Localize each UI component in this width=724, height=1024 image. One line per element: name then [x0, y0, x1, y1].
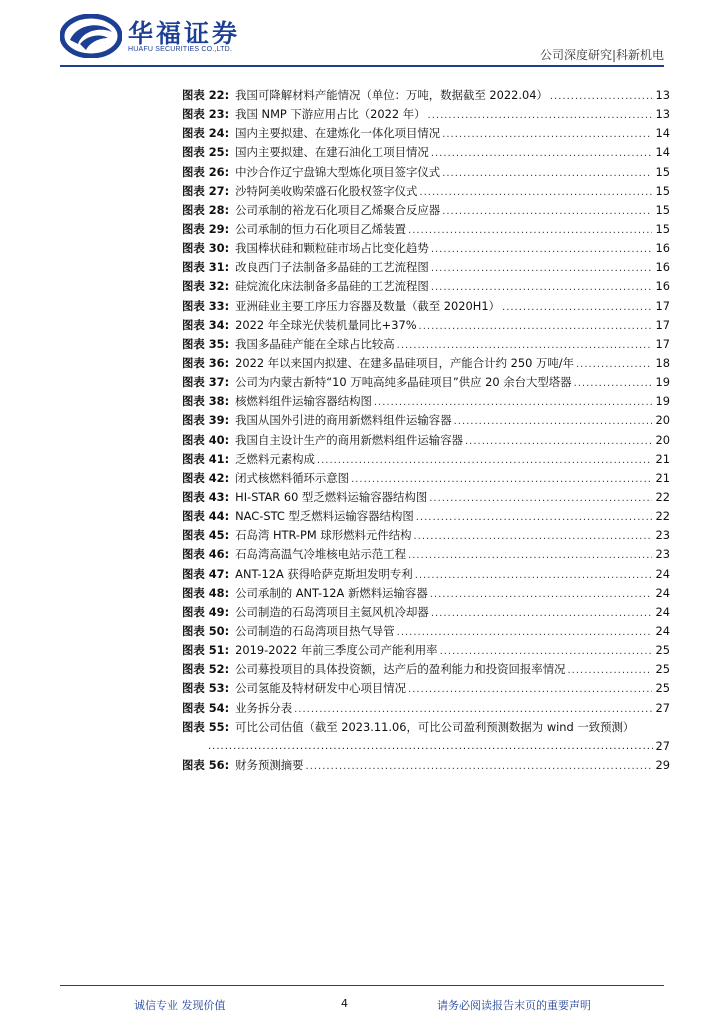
- toc-entry-page: 14: [655, 126, 670, 141]
- toc-dot-leader: [465, 432, 652, 450]
- toc-entry-title: 公司承制的裕龙石化项目乙烯聚合反应器: [235, 202, 441, 217]
- toc-entry-page: 24: [655, 566, 670, 581]
- toc-dot-leader: [430, 585, 652, 603]
- toc-entry[interactable]: [182, 450, 670, 469]
- toc-entry-label: 图表 33:: [182, 298, 230, 313]
- toc-entry-page: 15: [655, 183, 670, 198]
- toc-entry[interactable]: [182, 507, 670, 526]
- toc-entry-title: 石岛湾高温气冷堆核电站示范工程: [235, 547, 407, 562]
- toc-entry-title: 公司募投项目的具体投资额，达产后的盈利能力和投资回报率情况: [235, 662, 566, 677]
- toc-entry[interactable]: [182, 201, 670, 220]
- toc-entry[interactable]: [182, 86, 670, 105]
- toc-entry-page: 19: [655, 375, 670, 390]
- toc-entry-label: 图表 40:: [182, 432, 230, 447]
- toc-entry-page: 19: [655, 394, 670, 409]
- toc-entry-page: 22: [655, 509, 670, 524]
- toc-entry[interactable]: [182, 105, 670, 124]
- toc-entry-page: 27: [655, 700, 670, 715]
- toc-dot-leader: [397, 336, 652, 354]
- toc-entry-label: 图表 28:: [182, 202, 230, 217]
- toc-entry-label: 图表 31:: [182, 260, 230, 275]
- toc-entry-page: 20: [655, 413, 670, 428]
- toc-entry-page: 17: [655, 336, 670, 351]
- toc-entry[interactable]: [182, 679, 670, 698]
- toc-dot-leader: [428, 106, 652, 124]
- page-header: [0, 0, 724, 70]
- toc-entry-page: 24: [655, 585, 670, 600]
- toc-dot-leader: [397, 623, 652, 641]
- toc-entry-label: 图表 22:: [182, 88, 230, 102]
- footer-divider: [60, 985, 664, 986]
- toc-entry-label: 图表 36:: [182, 355, 230, 370]
- toc-entry-page: 16: [655, 241, 670, 256]
- toc-entry-title: 我国从国外引进的商用新燃料组件运输容器: [235, 413, 452, 428]
- toc-entry[interactable]: [182, 545, 670, 564]
- toc-entry-page: 17: [655, 317, 670, 332]
- toc-entry-title: 公司承制的 ANT-12A 新燃料运输容器: [235, 585, 428, 600]
- toc-entry-label: 图表 34:: [182, 317, 230, 332]
- toc-entry-label: 图表 52:: [182, 662, 230, 677]
- toc-entry-wrapped-line1: [182, 718, 670, 737]
- toc-dot-leader: [408, 546, 651, 564]
- toc-entry-wrapped-line2: [182, 737, 670, 756]
- toc-entry-label: 图表 46:: [182, 547, 230, 562]
- toc-entry-title: NAC-STC 型乏燃料运输容器结构图: [235, 509, 414, 524]
- toc-entry-label: 图表 37:: [182, 375, 230, 390]
- toc-entry-page: 18: [655, 355, 670, 370]
- toc-entry-label: 图表 50:: [182, 623, 230, 638]
- toc-entry-page: 14: [655, 145, 670, 160]
- logo-chinese-name: 华福证券: [128, 19, 241, 48]
- toc-entry[interactable]: [182, 277, 670, 296]
- toc-entry-label: 图表 54:: [182, 700, 230, 715]
- toc-dot-leader: [502, 298, 651, 316]
- huafu-logo-icon: [60, 14, 122, 58]
- toc-entry-label: 图表 51:: [182, 643, 230, 658]
- logo-english-name: HUAFU SECURITIES CO.,LTD.: [128, 46, 233, 53]
- toc-dot-leader: [442, 202, 651, 220]
- toc-entry[interactable]: [182, 488, 670, 507]
- toc-entry-label: 图表 27:: [182, 183, 230, 198]
- toc-entry-title: 财务预测摘要: [235, 757, 304, 772]
- toc-entry-title: 核燃料组件运输容器结构图: [235, 394, 372, 409]
- toc-entry-title: 我国多晶硅产能在全球占比较高: [235, 336, 395, 351]
- toc-entry-label: 图表 49:: [182, 604, 230, 619]
- footer-disclaimer: 请务必阅读报告末页的重要声明: [437, 999, 591, 1012]
- toc-entry-title: 公司承制的恒力石化项目乙烯装置: [235, 221, 407, 236]
- toc-dot-leader: [454, 412, 652, 430]
- toc-dot-leader: [431, 144, 652, 162]
- toc-entry-page: 16: [655, 279, 670, 294]
- toc-entry-label: 图表 30:: [182, 241, 230, 256]
- toc-entry-page: 22: [655, 489, 670, 504]
- toc-entry-page: 23: [655, 528, 670, 543]
- toc-entry-title: 中沙合作辽宁盘锦大型炼化项目签字仪式: [235, 164, 441, 179]
- toc-entry-page: 29: [655, 757, 670, 772]
- toc-entry-title: 业务拆分表: [235, 700, 293, 715]
- toc-entry[interactable]: [182, 297, 670, 316]
- toc-entry[interactable]: [182, 699, 670, 718]
- toc-entry[interactable]: [182, 622, 670, 641]
- toc-dot-leader: [413, 527, 651, 545]
- toc-entry-label: 图表 35:: [182, 336, 230, 351]
- toc-entry-title: 硅烷流化床法制备多晶硅的工艺流程图: [235, 279, 429, 294]
- toc-entry-title: 国内主要拟建、在建石油化工项目情况: [235, 145, 429, 160]
- toc-entry[interactable]: [182, 660, 670, 679]
- toc-entry[interactable]: [182, 220, 670, 239]
- toc-entry-label: 图表 44:: [182, 509, 230, 524]
- toc-entry-title: 公司氢能及特材研发中心项目情况: [235, 681, 407, 696]
- toc-entry-label: 图表 24:: [182, 126, 230, 141]
- header-divider: [60, 65, 664, 67]
- toc-entry-label: 图表 32:: [182, 279, 230, 294]
- toc-entry-page: 17: [655, 298, 670, 313]
- toc-dot-leader: [431, 259, 652, 277]
- toc-entry[interactable]: [182, 163, 670, 182]
- toc-entry-page: 16: [655, 260, 670, 275]
- toc-dot-leader: [408, 221, 651, 239]
- toc-entry-page: 27: [655, 738, 670, 753]
- toc-entry-page: 21: [655, 470, 670, 485]
- toc-dot-leader: [431, 240, 652, 258]
- toc-dot-leader: [351, 470, 651, 488]
- toc-entry[interactable]: [182, 239, 670, 258]
- toc-entry-title: ANT-12A 获得哈萨克斯坦发明专利: [235, 566, 413, 581]
- toc-entry[interactable]: [182, 373, 670, 392]
- toc-entry-page: 25: [655, 643, 670, 658]
- toc-entry-title: 我国棒状硅和颗粒硅市场占比变化趋势: [235, 241, 429, 256]
- toc-entry-label: 图表 26:: [182, 164, 230, 179]
- toc-entry-title: 石岛湾 HTR-PM 球形燃料元件结构: [235, 528, 412, 543]
- toc-entry-title: 国内主要拟建、在建炼化一体化项目情况: [235, 126, 441, 141]
- toc-entry-page: 24: [655, 604, 670, 619]
- toc-entry-page: 15: [655, 221, 670, 236]
- toc-entry[interactable]: [182, 335, 670, 354]
- toc-entry[interactable]: [182, 124, 670, 143]
- toc-dot-leader: [568, 661, 652, 679]
- toc-entry-label: 图表 56:: [182, 757, 230, 772]
- toc-entry-label: 图表 41:: [182, 451, 230, 466]
- toc-entry[interactable]: [182, 469, 670, 488]
- toc-entry-title: 我国可降解材料产能情况（单位：万吨，数据截至 2022.04）: [235, 88, 548, 102]
- toc-entry-title: 2022 年全球光伏装机量同比+37%: [235, 317, 417, 332]
- toc-entry-label: 图表 47:: [182, 566, 230, 581]
- toc-entry-wrapped[interactable]: [182, 718, 670, 756]
- report-type: 公司深度研究|科新机电: [539, 48, 664, 62]
- toc-entry-label: 图表 55:: [182, 719, 230, 734]
- toc-dot-leader: [429, 489, 651, 507]
- toc-entry-label: 图表 43:: [182, 489, 230, 504]
- toc-entry[interactable]: [182, 316, 670, 335]
- toc-dot-leader: [576, 355, 652, 373]
- toc-entry[interactable]: [182, 584, 670, 603]
- toc-dot-leader: [442, 164, 651, 182]
- toc-entry[interactable]: [182, 603, 670, 622]
- toc-entry-page: 20: [655, 432, 670, 447]
- toc-entry-label: 图表 53:: [182, 681, 230, 696]
- toc-dot-leader: [374, 393, 652, 411]
- toc-entry[interactable]: [182, 143, 670, 162]
- toc-entry-title: 公司制造的石岛湾项目热气导管: [235, 623, 395, 638]
- toc-dot-leader: [419, 317, 652, 335]
- toc-entry-label: 图表 25:: [182, 145, 230, 160]
- figure-list: [182, 86, 670, 775]
- toc-entry-title: 我国自主设计生产的商用新燃料组件运输容器: [235, 432, 463, 447]
- toc-dot-leader: [208, 737, 654, 756]
- toc-dot-leader: [416, 508, 652, 526]
- toc-entry-title: 我国 NMP 下游应用占比（2022 年）: [235, 107, 426, 122]
- toc-entry-title: 改良西门子法制备多晶硅的工艺流程图: [235, 260, 429, 275]
- toc-entry-page: 13: [655, 88, 670, 102]
- toc-entry-page: 25: [655, 681, 670, 696]
- toc-entry-page: 15: [655, 164, 670, 179]
- toc-entry[interactable]: [182, 641, 670, 660]
- toc-entry-title: 亚洲硅业主要工序压力容器及数量（截至 2020H1）: [235, 298, 501, 313]
- toc-entry-label: 图表 39:: [182, 413, 230, 428]
- toc-entry-label: 图表 42:: [182, 470, 230, 485]
- toc-entry-page: 25: [655, 662, 670, 677]
- toc-entry-label: 图表 45:: [182, 528, 230, 543]
- page-number: 4: [341, 997, 348, 1010]
- toc-entry-page: 23: [655, 547, 670, 562]
- toc-entry[interactable]: [182, 354, 670, 373]
- toc-dot-leader: [408, 680, 651, 698]
- toc-entry[interactable]: [182, 258, 670, 277]
- toc-entry-label: 图表 29:: [182, 221, 230, 236]
- toc-entry-title: 公司制造的石岛湾项目主氦风机冷却器: [235, 604, 429, 619]
- toc-dot-leader: [550, 87, 652, 105]
- huafu-logo: [60, 14, 260, 60]
- toc-entry-title: 闭式核燃料循环示意图: [235, 470, 350, 485]
- toc-dot-leader: [574, 374, 652, 392]
- toc-dot-leader: [294, 700, 651, 718]
- toc-dot-leader: [431, 278, 652, 296]
- toc-entry-title: 2022 年以来国内拟建、在建多晶硅项目，产能合计约 250 万吨/年: [235, 355, 574, 370]
- toc-entry[interactable]: [182, 565, 670, 584]
- toc-entry-page: 21: [655, 451, 670, 466]
- toc-entry-title: 乏燃料元素构成: [235, 451, 315, 466]
- toc-dot-leader: [440, 642, 652, 660]
- toc-entry-label: 图表 48:: [182, 585, 230, 600]
- toc-entry[interactable]: [182, 411, 670, 430]
- toc-dot-leader: [442, 125, 651, 143]
- toc-entry-title: 可比公司估值（截至 2023.11.06，可比公司盈利预测数据为 wind 一致预测）: [235, 719, 635, 734]
- toc-entry[interactable]: [182, 526, 670, 545]
- toc-dot-leader: [317, 451, 652, 469]
- footer-slogan: 诚信专业 发现价值: [134, 999, 226, 1012]
- toc-entry[interactable]: [182, 392, 670, 411]
- toc-entry-title: 2019-2022 年前三季度公司产能利用率: [235, 643, 438, 658]
- toc-entry-page: 13: [655, 107, 670, 122]
- toc-entry-page: 15: [655, 202, 670, 217]
- toc-entry-title: HI-STAR 60 型乏燃料运输容器结构图: [235, 489, 428, 504]
- toc-entry-title: 沙特阿美收购荣盛石化股权签字仪式: [235, 183, 418, 198]
- toc-entry[interactable]: [182, 756, 670, 775]
- toc-entry[interactable]: [182, 182, 670, 201]
- toc-entry-title: 公司为内蒙古新特“10 万吨高纯多晶硅项目”供应 20 余台大型塔器: [235, 375, 572, 390]
- toc-entry-label: 图表 38:: [182, 394, 230, 409]
- toc-entry[interactable]: [182, 431, 670, 450]
- toc-dot-leader: [415, 566, 652, 584]
- toc-entry-page: 24: [655, 623, 670, 638]
- toc-dot-leader: [306, 757, 652, 775]
- toc-dot-leader: [419, 183, 651, 201]
- toc-dot-leader: [431, 604, 652, 622]
- toc-entry-label: 图表 23:: [182, 107, 230, 122]
